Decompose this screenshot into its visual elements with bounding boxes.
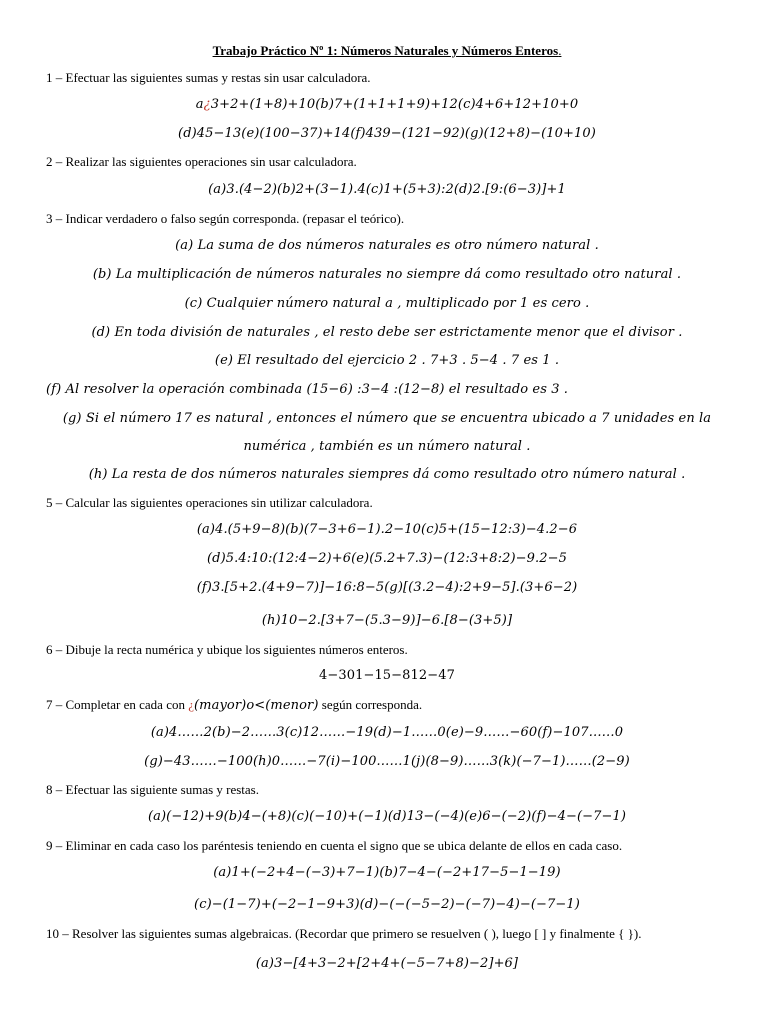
q3-item-f: (f) Al resolver la operación combinada (15−6) :3−4 :(12−8) el resultado es 3 . <box>46 382 569 397</box>
title-text: Trabajo Práctico Nº 1: Números Naturales y Números Enteros <box>212 43 559 58</box>
q3-item-h: (h) La resta de dos números naturales siempres dá como resultado otro número natural . <box>88 467 686 482</box>
q9-line1: (a)1+(−2+4−(−3)+7−1)(b)7−4−(−2+17−5−1−19) <box>213 865 561 880</box>
page-title <box>46 42 728 60</box>
q5-line4: (h)10−2.[3+7−(5.3−9)]−6.[8−(3+5)] <box>261 613 513 628</box>
q7-heading-suffix: según corresponda. <box>318 697 423 712</box>
q1-line1 <box>46 96 728 114</box>
q10-heading: 10 – Resolver las siguientes sumas algebraicas. (Recordar que primero se resuelven ( ), luego [ ] y finalmente { }). <box>46 926 642 941</box>
q2-line1: (a)3.(4−2)(b)2+(3−1).4(c)1+(5+3):2(d)2.[9:(6−3)]+1 <box>208 182 566 197</box>
q1-heading: 1 – Efectuar las siguientes sumas y restas sin usar calculadora. <box>46 70 371 85</box>
q3-heading: 3 – Indicar verdadero o falso según corresponda. (repasar el teórico). <box>46 211 405 226</box>
q5-line3: (f)3.[5+2.(4+9−7)]−16:8−5(g)[(3.2−4):2+9−5].(3+6−2) <box>196 580 578 595</box>
title-dot: . <box>558 43 562 58</box>
q5-line1: (a)4.(5+9−8)(b)(7−3+6−1).2−10(c)5+(15−12:3)−4.2−6 <box>196 522 578 537</box>
q3-item-g-line1: (g) Si el número 17 es natural , entonces el número que se encuentra ubicado a 7 unidades en la <box>62 411 712 426</box>
q2-heading: 2 – Realizar las siguientes operaciones sin usar calculadora. <box>46 154 357 169</box>
q7-line1: (a)4……2(b)−2……3(c)12……−19(d)−1……0(e)−9……−60(f)−107……0 <box>150 725 624 740</box>
q1-a-label: a <box>195 97 204 112</box>
q5-line2: (d)5.4:10:(12:4−2)+6(e)(5.2+7.3)−(12:3+8:2)−9.2−5 <box>206 551 567 566</box>
q6-heading: 6 – Dibuje la recta numérica y ubique los siguientes números enteros. <box>46 642 408 657</box>
q8-line1: (a)(−12)+9(b)4−(+8)(c)(−10)+(−1)(d)13−(−4)(e)6−(−2)(f)−4−(−7−1) <box>147 809 627 824</box>
q9-line2: (c)−(1−7)+(−2−1−9+3)(d)−(−(−5−2)−(−7)−4)−(−7−1) <box>194 897 580 912</box>
q3-item-e: (e) El resultado del ejercicio 2 . 7+3 . 5−4 . 7 es 1 . <box>214 353 560 368</box>
q9-heading: 9 – Eliminar en cada caso los paréntesis teniendo en cuenta el signo que se ubica delante de ellos en cada caso. <box>46 838 623 853</box>
q7-line2: (g)−43……−100(h)0……−7(i)−100……1(j)(8−9)……3(k)(−7−1)……(2−9) <box>144 754 630 769</box>
q3-item-d: (d) En toda división de naturales , el resto debe ser estrictamente menor que el divisor . <box>91 325 683 340</box>
q1-line1-expr: 3+2+(1+8)+10(b)7+(1+1+1+9)+12(c)4+6+12+10+0 <box>210 97 579 112</box>
q5-heading: 5 – Calcular las siguientes operaciones sin utilizar calculadora. <box>46 495 373 510</box>
q1-missing-glyph: ¿ <box>203 97 211 112</box>
q7-heading-math: (mayor)o<(menor) <box>194 698 319 713</box>
q7-missing-glyph: ¿ <box>188 697 195 712</box>
q8-heading: 8 – Efectuar las siguiente sumas y restas. <box>46 782 259 797</box>
q7-heading-prefix: 7 – Completar en cada con <box>46 697 189 712</box>
q3-item-b: (b) La multiplicación de números naturales no siempre dá como resultado otro natural . <box>92 267 682 282</box>
q7-heading <box>46 696 728 715</box>
q3-item-c: (c) Cualquier número natural a , multiplicado por 1 es cero . <box>184 296 590 311</box>
q1-line2: (d)45−13(e)(100−37)+14(f)439−(121−92)(g)(12+8)−(10+10) <box>178 126 596 141</box>
q10-line1: (a)3−[4+3−2+[2+4+(−5−7+8)−2]+6] <box>255 956 519 971</box>
q3-item-g-line2: numérica , también es un número natural . <box>243 439 531 454</box>
q3-item-a: (a) La suma de dos números naturales es otro número natural . <box>175 238 599 253</box>
q6-line1: 4−301−15−812−47 <box>318 668 456 683</box>
